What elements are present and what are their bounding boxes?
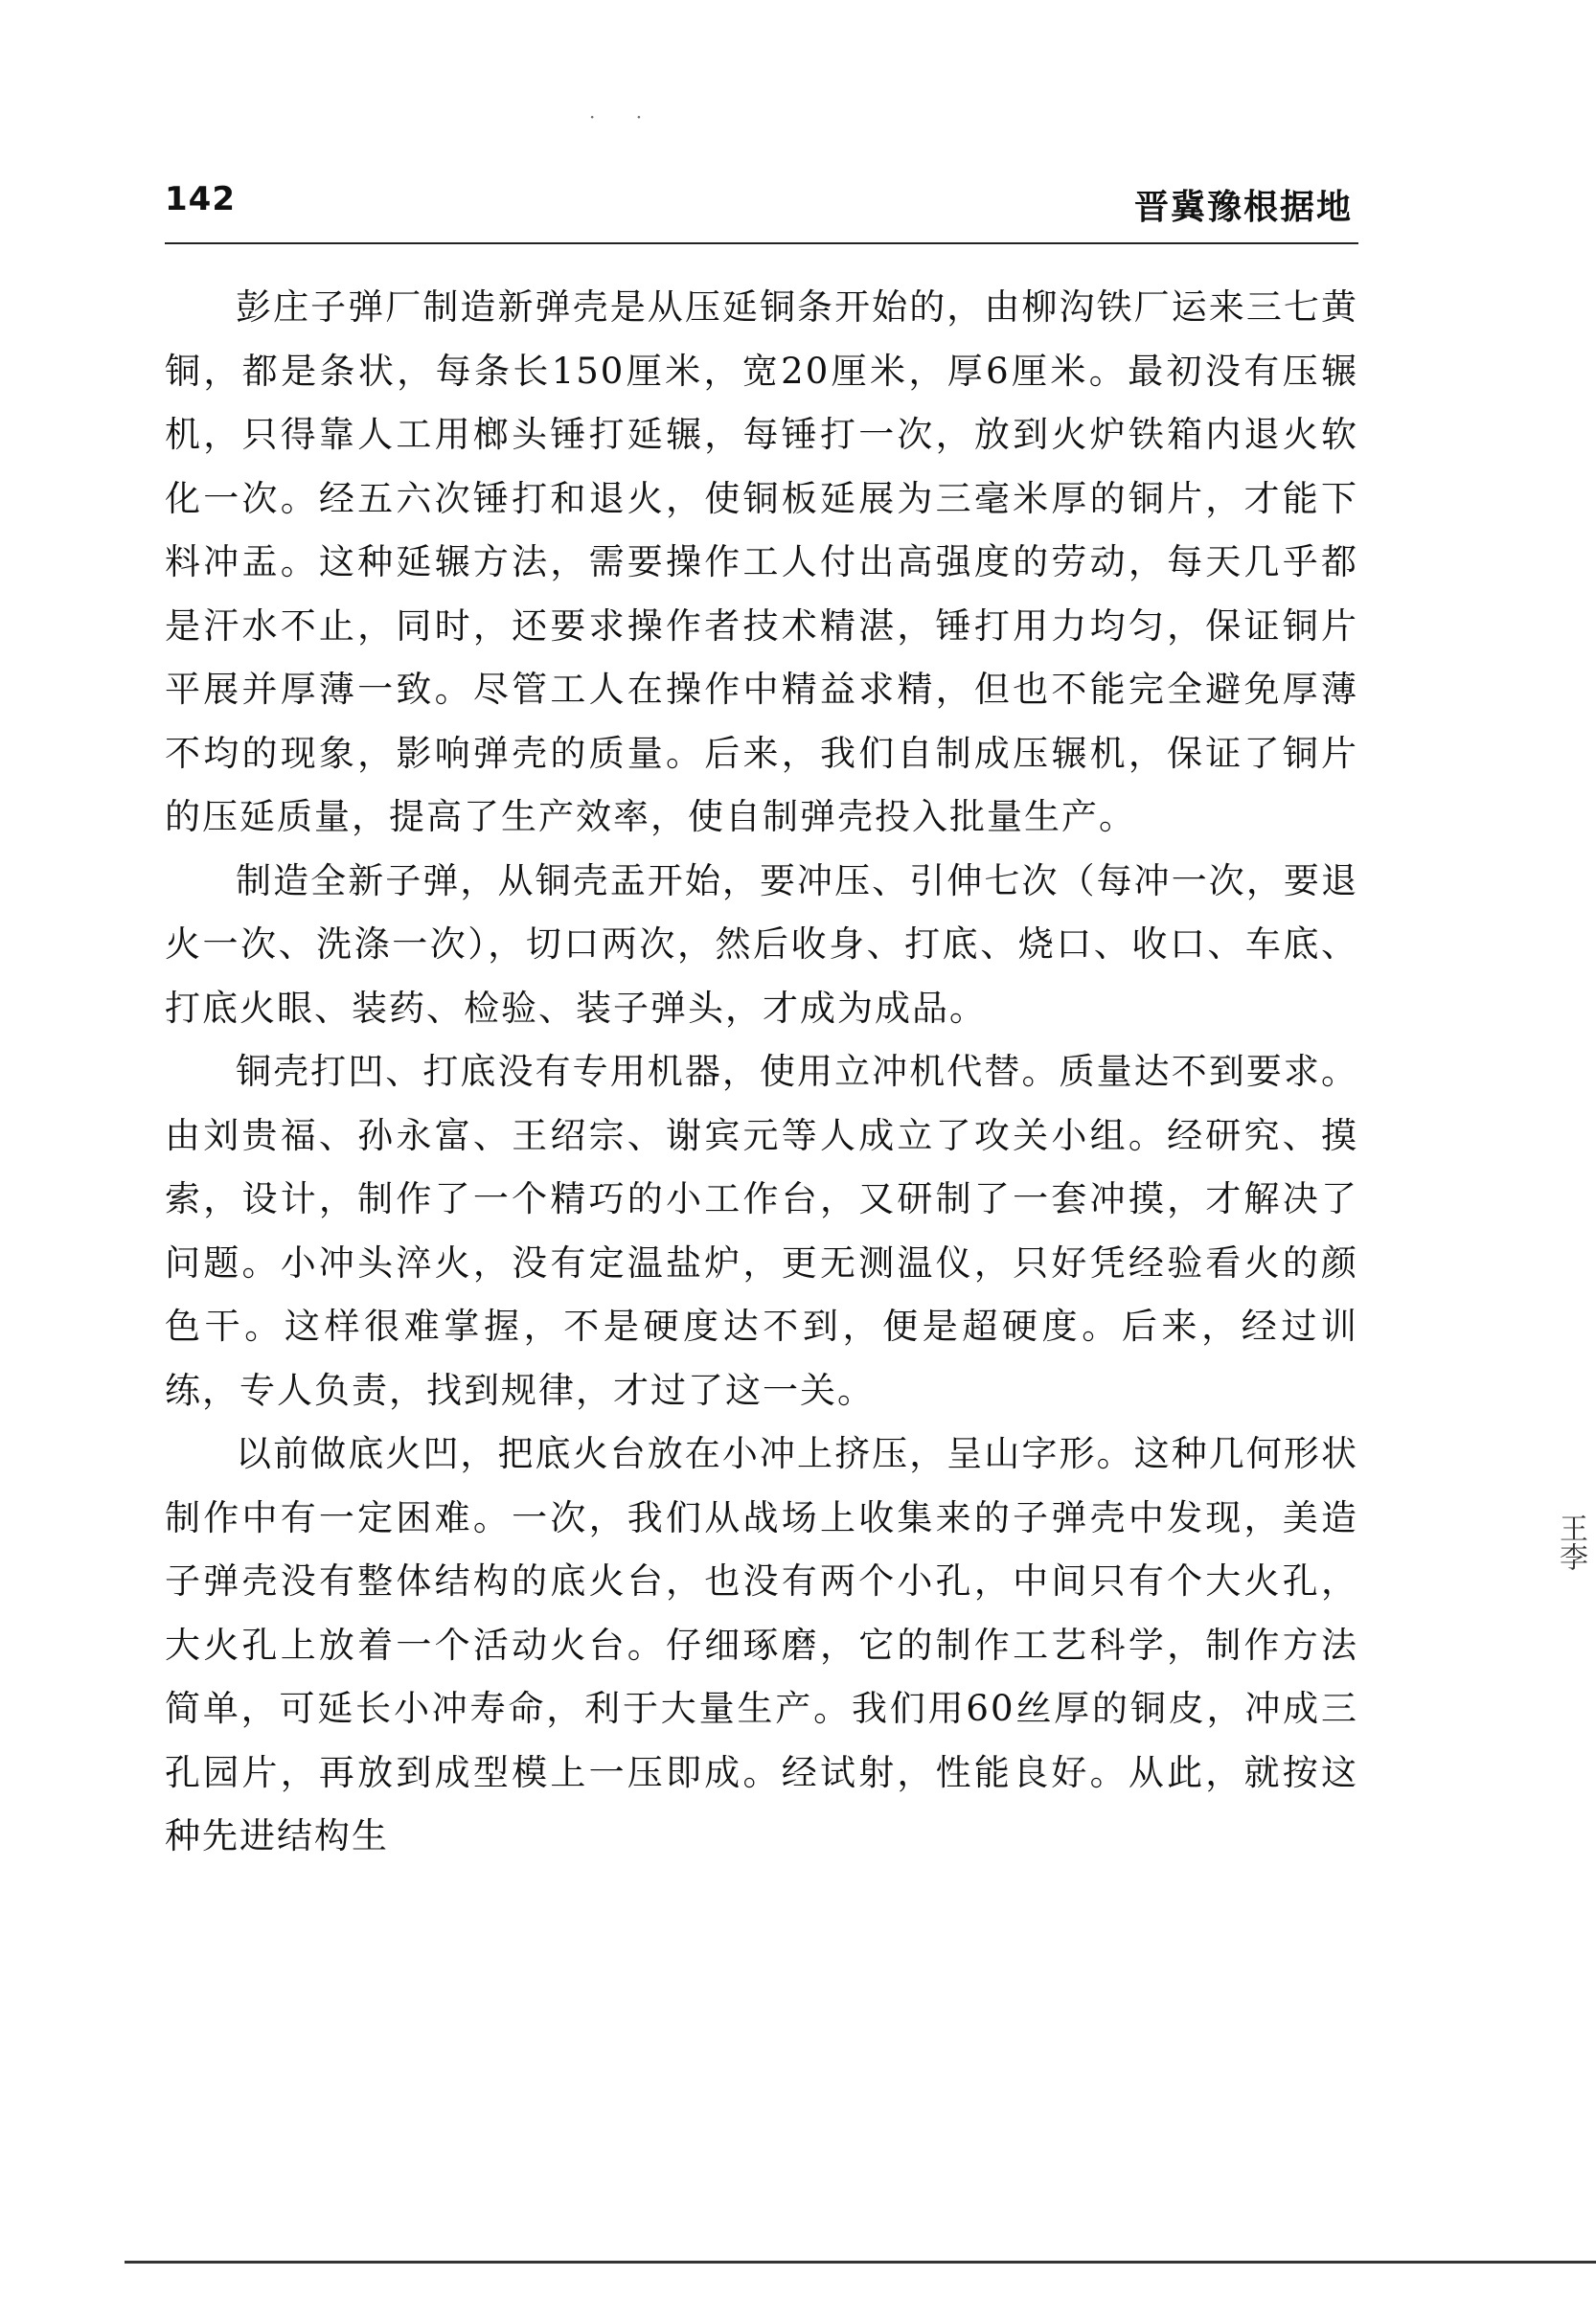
paragraph-punch-workbench: 铜壳打凹、打底没有专用机器，使用立冲机代替。质量达不到要求。由刘贵福、孙永富、王绍宗、谢宾元等人成立了攻关小组。经研究、摸索，设计，制作了一个精巧的小工作台，又研制了一套冲摸，才解决了问题。小冲头淬火，没有定温盐炉，更无测温仪，只好凭经验看火的颜色干。这样很难掌握，不是硬度达不到，便是超硬度。后来，经过训练，专人负责，找到规律，才过了这一关。 <box>165 1051 1358 1411</box>
bottom-scan-edge <box>125 2261 1596 2264</box>
margin-note: 王李 <box>1554 1514 1587 1571</box>
scan-artifact-dots: · · <box>589 105 660 128</box>
running-head: 晋冀豫根据地 <box>1133 188 1353 227</box>
body-text <box>165 276 1358 1869</box>
paragraph-new-bullet-process: 制造全新子弹，从铜壳盂开始，要冲压、引伸七次（每冲一次，要退火一次、洗涤一次），切口两次，然后收身、打底、烧口、收口、车底、打底火眼、装药、检验、装子弹头，才成为成品。 <box>165 859 1358 1029</box>
header-rule <box>165 242 1358 244</box>
paragraph-primer-pocket: 以前做底火凹，把底火台放在小冲上挤压，呈山字形。这种几何形状制作中有一定困难。一次，我们从战场上收集来的子弹壳中发现，美造子弹壳没有整体结构的底火台，也没有两个小孔，中间只有个大火孔，大火孔上放着一个活动火台。仔细琢磨，它的制作工艺科学，制作方法简单，可延长小冲寿命，利于大量生产。我们用60丝厚的铜皮，冲成三孔园片，再放到成型模上一压即成。经试射，性能良好。从此，就按这种先进结构生 <box>165 1433 1358 1856</box>
page-header <box>165 180 1353 238</box>
paragraph-shell-rolling: 彭庄子弹厂制造新弹壳是从压延铜条开始的，由柳沟铁厂运来三七黄铜，都是条状，每条长150厘米，宽20厘米，厚6厘米。最初没有压辗机，只得靠人工用榔头锤打延辗，每锤打一次，放到火炉铁箱内退火软化一次。经五六次锤打和退火，使铜板延展为三毫米厚的铜片，才能下料冲盂。这种延辗方法，需要操作工人付出高强度的劳动，每天几乎都是汗水不止，同时，还要求操作者技术精湛，锤打用力均匀，保证铜片平展并厚薄一致。尽管工人在操作中精益求精，但也不能完全避免厚薄不均的现象，影响弹壳的质量。后来，我们自制成压辗机，保证了铜片的压延质量，提高了生产效率，使自制弹壳投入批量生产。 <box>165 286 1358 837</box>
page-number: 142 <box>165 180 236 218</box>
